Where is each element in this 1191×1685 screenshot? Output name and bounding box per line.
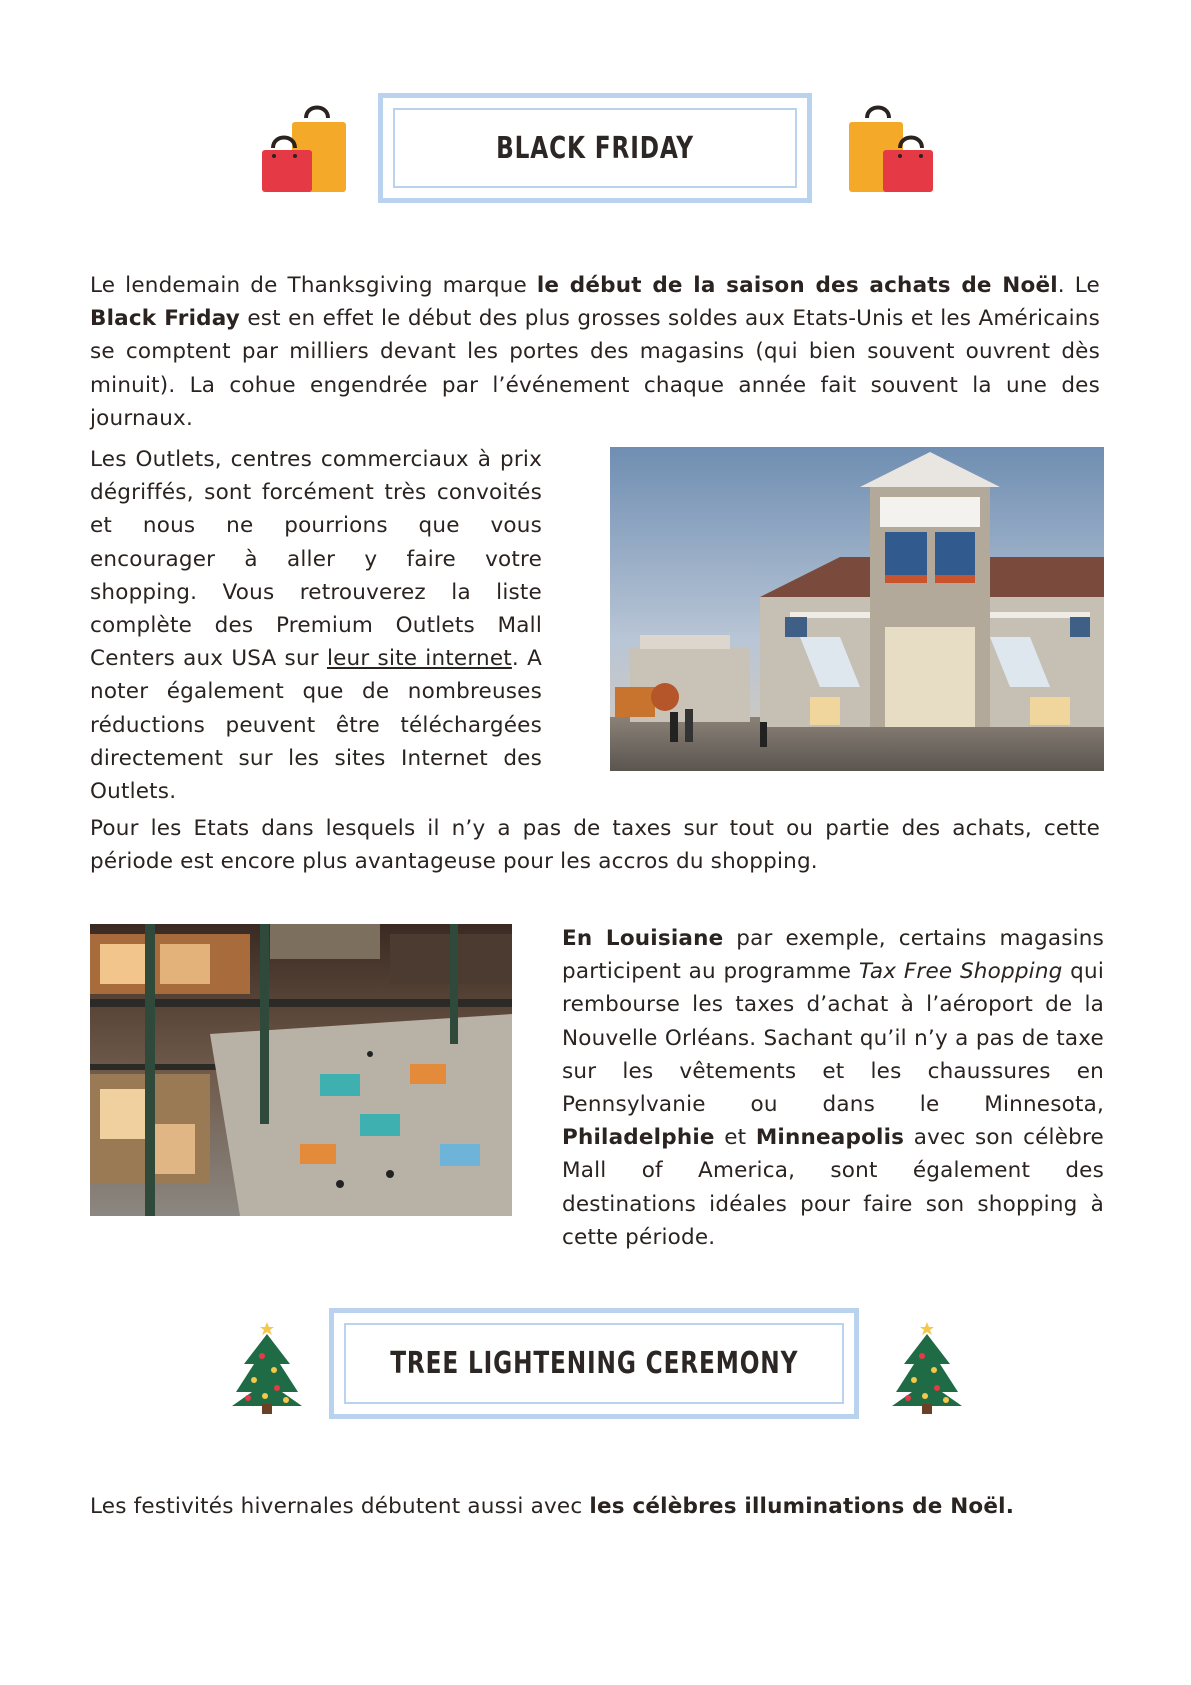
closing-text: Les festivités hivernales débutent aussi avec bbox=[90, 1494, 590, 1519]
outlets-text-1: Les Outlets, centres commerciaux à prix dégriffés, sont forcément très convoités et nous ne pourrions que vous encourager à aller y faire votre shopping. Vous retrouverez la liste complète des Premium Outlets Mall Centers aux USA sur bbox=[90, 447, 542, 672]
louisiana-text-3: et bbox=[714, 1125, 756, 1151]
louisiana-bold: En Louisiane bbox=[562, 926, 724, 951]
taxes-text: Pour les Etats dans lesquels il n’y a pas de taxes sur tout ou partie des achats, cette période est encore plus avantageuse pour les accros du shopping. bbox=[90, 816, 1100, 875]
minneapolis-bold: Minneapolis bbox=[755, 1125, 905, 1151]
section-title: BLACK FRIDAY bbox=[496, 130, 694, 166]
section-title-box bbox=[378, 93, 812, 203]
outlets-website-link[interactable]: leur site internet bbox=[326, 646, 512, 672]
intro-bold-black-friday: Black Friday bbox=[90, 306, 241, 332]
taxes-paragraph bbox=[90, 812, 1100, 878]
section-title: TREE LIGHTENING CEREMONY bbox=[389, 1346, 799, 1381]
shopping-bags-icon bbox=[262, 104, 348, 196]
tax-free-shopping-italic: Tax Free Shopping bbox=[858, 959, 1063, 985]
christmas-tree-icon bbox=[232, 1318, 302, 1418]
christmas-tree-icon bbox=[892, 1318, 962, 1418]
outlets-text-2: . A noter également que de nombreuses réductions peuvent être téléchargées directement sur les sites Internet des Outlets. bbox=[90, 646, 542, 805]
intro-text-2: . Le bbox=[1057, 273, 1100, 298]
louisiana-text-4: avec son célèbre Mall of America, sont également des destinations idéales pour faire son shopping à cette période. bbox=[562, 1125, 1104, 1250]
intro-text-3: est en effet le début des plus grosses soldes aux Etats-Unis et les Américains se comptent par milliers devant les portes des magasins (qui bien souvent ouvrent dès minuit). La cohue engendrée par l’événement chaque année fait souvent la une des journaux. bbox=[90, 306, 1100, 431]
outlet-mall-photo bbox=[610, 447, 1104, 771]
closing-bold: les célèbres illuminations de Noël. bbox=[589, 1494, 1015, 1519]
intro-paragraph bbox=[90, 269, 1100, 435]
mall-interior-photo bbox=[90, 924, 512, 1216]
section-title-box bbox=[329, 1308, 859, 1419]
outlets-paragraph bbox=[90, 443, 542, 808]
louisiana-text-2: qui rembourse les taxes d’achat à l’aéroport de la Nouvelle Orléans. Sachant qu’il n’y a pas de taxe sur les vêtements et les chaussures en Pennsylvanie ou dans le Minnesota, bbox=[562, 959, 1104, 1118]
louisiana-paragraph bbox=[562, 922, 1104, 1254]
philadelphie-bold: Philadelphie bbox=[562, 1125, 715, 1151]
intro-bold-1: le début de la saison des achats de Noël bbox=[536, 273, 1058, 298]
louisiana-text-1: par exemple, certains magasins participent au programme bbox=[562, 926, 1105, 985]
intro-text-1: Le lendemain de Thanksgiving marque bbox=[90, 273, 537, 298]
shopping-bags-icon bbox=[847, 104, 933, 196]
closing-paragraph bbox=[90, 1490, 1100, 1523]
